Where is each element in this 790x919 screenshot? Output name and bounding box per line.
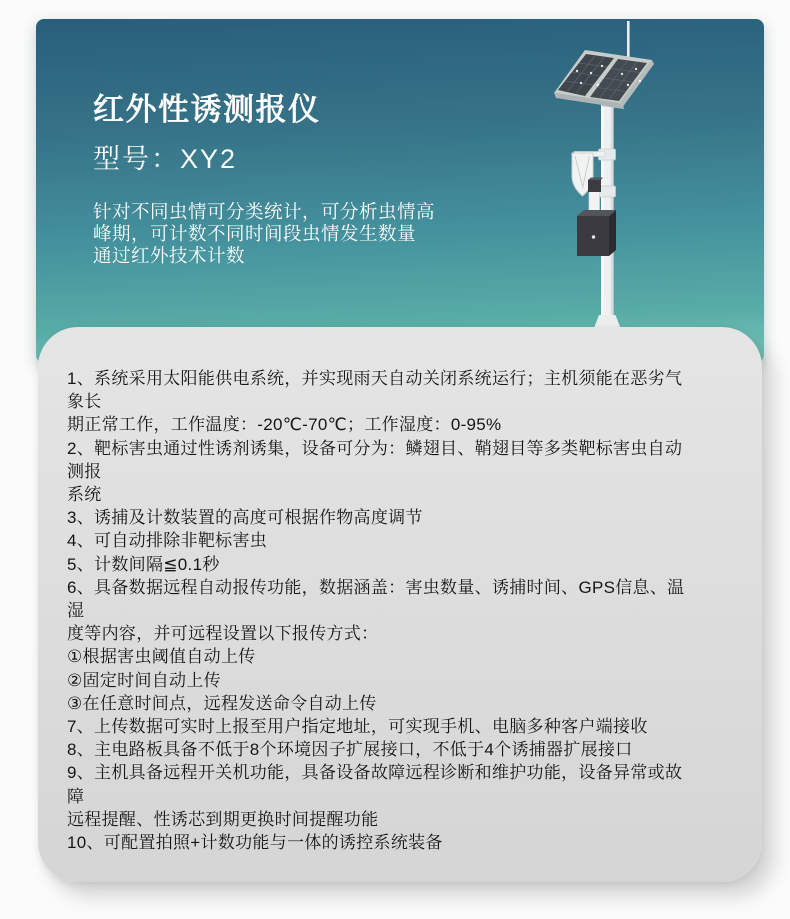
feature-line: ②固定时间自动上传 — [67, 670, 221, 690]
feature-line: 5、计数间隔≦0.1秒 — [67, 554, 220, 574]
description-line: 通过红外技术计数 — [93, 245, 246, 266]
hero-text-block — [93, 91, 435, 267]
feature-line: 2、靶标害虫通过性诱剂诱集，设备可分为：鳞翅目、鞘翅目等多类靶标害虫自动 — [67, 438, 683, 458]
description-line: 峰期，可计数不同时间段虫情发生数量 — [93, 223, 417, 244]
feature-line: 象长 — [67, 392, 102, 412]
feature-line: 远程提醒、性诱芯到期更换时间提醒功能 — [67, 809, 379, 829]
feature-line: ③在任意时间点，远程发送命令自动上传 — [67, 693, 377, 713]
feature-line: 3、诱捕及计数装置的高度可根据作物高度调节 — [67, 508, 423, 528]
feature-line: 度等内容，并可远程设置以下报传方式： — [67, 624, 379, 644]
box-lock-dot — [592, 235, 595, 238]
product-title: 红外性诱测报仪 — [93, 92, 321, 127]
feature-line: 6、具备数据远程自动报传功能，数据涵盖：害虫数量、诱捕时间、GPS信息、温 — [67, 577, 685, 597]
pole-clamp-lower — [599, 186, 616, 197]
feature-list — [38, 327, 762, 854]
description-line: 针对不同虫情可分类统计，可分析虫情高 — [93, 201, 436, 222]
feature-line: 测报 — [67, 461, 102, 481]
feature-line: 期正常工作，工作温度：-20℃-70℃；工作湿度：0-95% — [67, 415, 502, 435]
feature-line: 系统 — [67, 485, 102, 505]
feature-line: 7、上传数据可实时上报至用户指定地址，可实现手机、电脑多种客户端接收 — [67, 717, 648, 737]
feature-line: 1、系统采用太阳能供电系统，并实现雨天自动关闭系统运行；主机须能在恶劣气 — [67, 369, 683, 388]
feature-line: 9、主机具备远程开关机功能，具备设备故障远程诊断和维护功能，设备异常或故 — [67, 763, 683, 783]
product-illustration — [450, 19, 764, 363]
feature-line: ①根据害虫阈值自动上传 — [67, 647, 256, 667]
feature-line: 8、主电路板具备不低于8个环境因子扩展接口，不低于4个诱捕器扩展接口 — [67, 740, 633, 760]
product-model: 型号：XY2 — [93, 144, 238, 174]
product-description — [93, 201, 435, 267]
features-card — [38, 327, 762, 882]
feature-line: 湿 — [67, 601, 85, 621]
sensor-camera — [588, 178, 603, 193]
solar-panel — [554, 50, 654, 109]
control-box — [577, 210, 616, 256]
feature-line: 4、可自动排除非靶标害虫 — [67, 531, 268, 551]
feature-line: 障 — [67, 786, 85, 806]
feature-line: 10、可配置拍照+计数功能与一体的诱控系统装备 — [67, 833, 443, 853]
hero-banner — [36, 19, 764, 363]
